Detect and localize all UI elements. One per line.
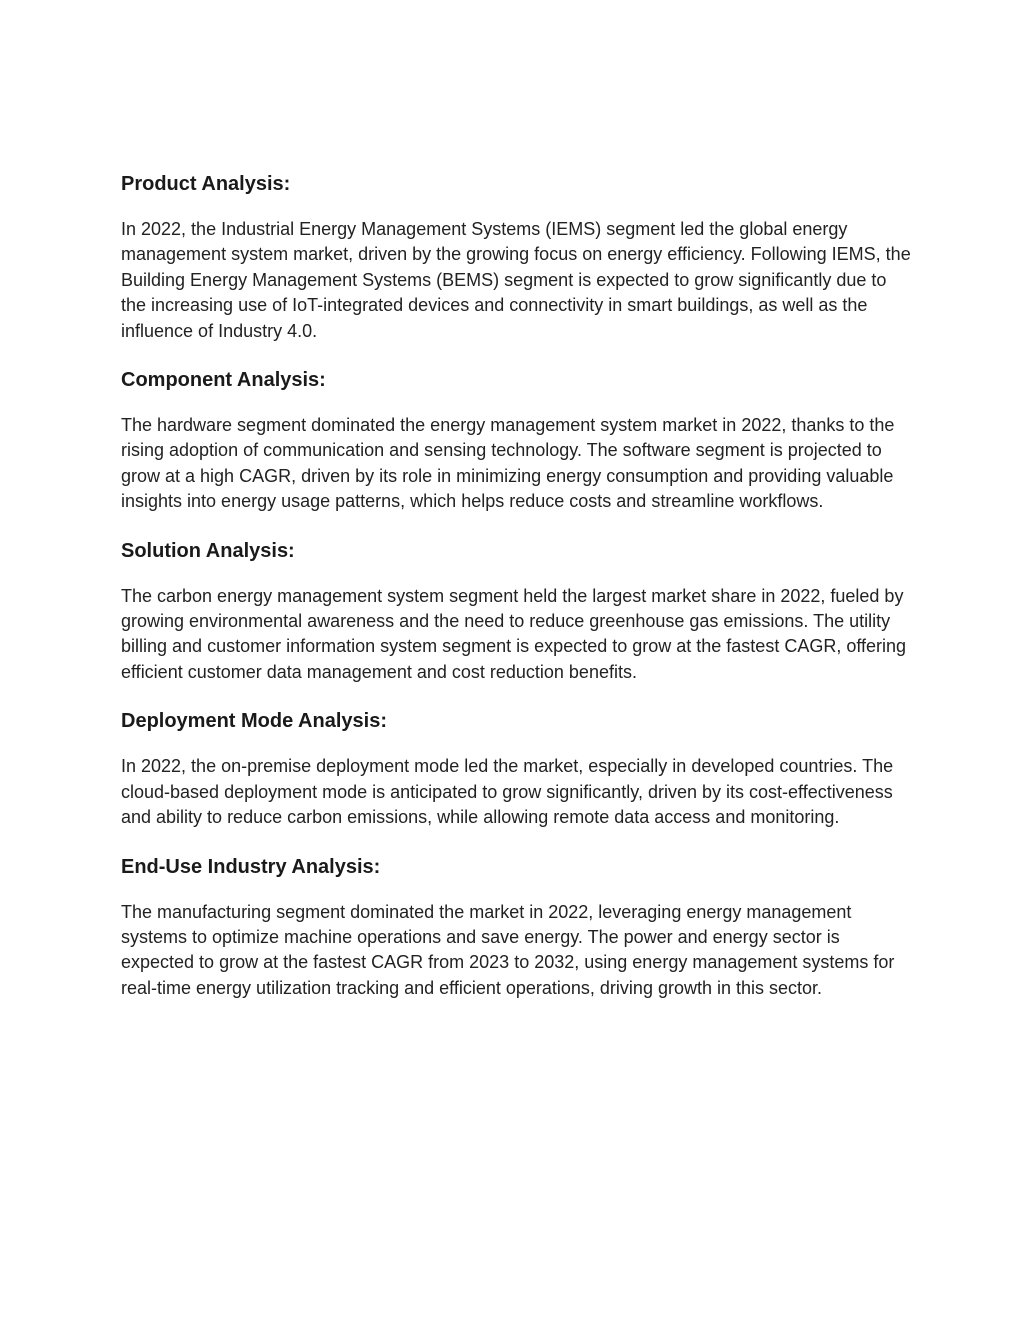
section-heading: Component Analysis: bbox=[121, 369, 326, 392]
section-paragraph: The carbon energy management system segment held the largest market share in 2022, fueled by growing environmental awareness and the need to reduce greenhouse gas emissions. The utility billing and customer information system segment is expected to grow at the fastest CAGR, offering efficient customer data management and cost reduction benefits. bbox=[121, 585, 907, 682]
section-end-use-industry-analysis bbox=[121, 853, 911, 1002]
section-paragraph: In 2022, the on-premise deployment mode led the market, especially in developed countries. The cloud-based deployment mode is anticipated to grow significantly, driven by its cost-effectiveness and ability to reduce carbon emissions, while allowing remote data access and monitoring. bbox=[121, 756, 894, 828]
section-component-analysis bbox=[121, 366, 911, 515]
section-paragraph: In 2022, the Industrial Energy Management Systems (IEMS) segment led the global energy management system market, driven by the growing focus on energy efficiency. Following IEMS, the Building Energy Management Systems (BEMS) segment is expected to grow significantly due to the increasing use of IoT-integrated devices and connectivity in smart buildings, as well as the influence of Industry 4.0. bbox=[121, 219, 911, 341]
section-paragraph: The manufacturing segment dominated the market in 2022, leveraging energy management systems to optimize machine operations and save energy. The power and energy sector is expected to grow at the fastest CAGR from 2023 to 2032, using energy management systems for real-time energy utilization tracking and efficient operations, driving growth in this sector. bbox=[121, 901, 895, 998]
section-paragraph: The hardware segment dominated the energy management system market in 2022, thanks to the rising adoption of communication and sensing technology. The software segment is projected to grow at a high CAGR, driven by its role in minimizing energy consumption and providing valuable insights into energy usage patterns, which helps reduce costs and streamline workflows. bbox=[121, 415, 895, 512]
section-heading: Product Analysis: bbox=[121, 173, 291, 195]
section-deployment-mode-analysis bbox=[121, 707, 911, 830]
section-heading: End-Use Industry Analysis: bbox=[121, 855, 381, 878]
section-heading: Solution Analysis: bbox=[121, 539, 295, 562]
section-product-analysis bbox=[121, 170, 911, 344]
document-page bbox=[121, 170, 911, 1023]
section-solution-analysis bbox=[121, 537, 911, 686]
section-heading: Deployment Mode Analysis: bbox=[121, 710, 387, 733]
